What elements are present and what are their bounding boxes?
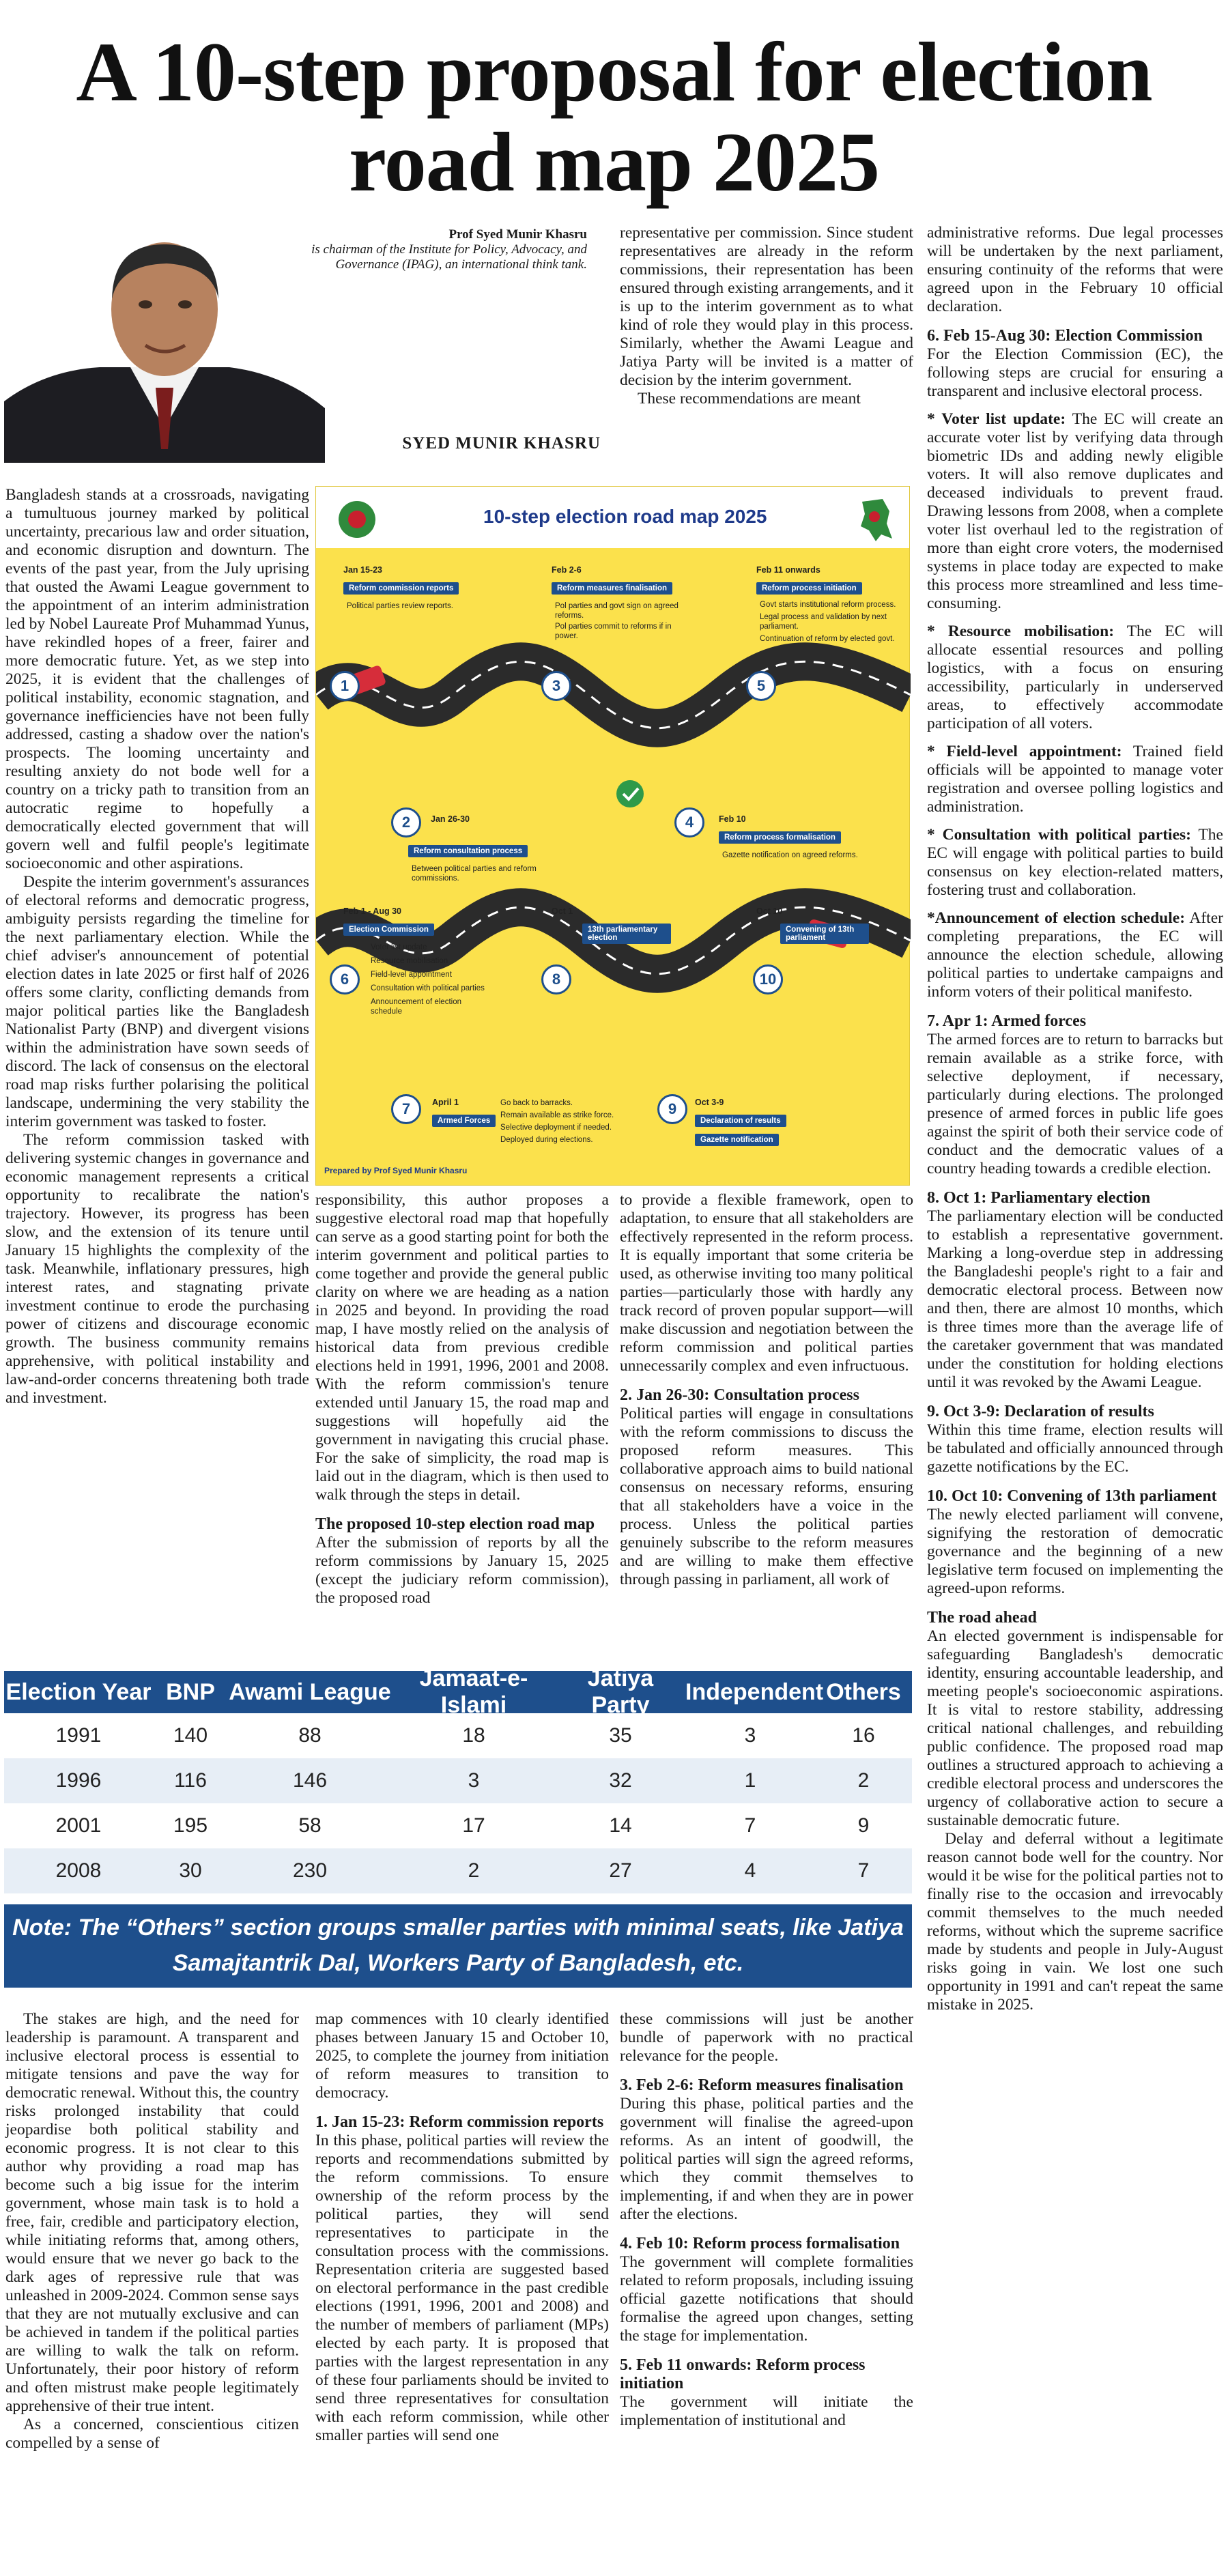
step-3-item: Pol parties and govt sign on agreed reforms. <box>555 602 679 620</box>
paragraph: For the Election Commission (EC), the following steps are crucial for ensuring a transparent and inclusive electoral process. <box>927 345 1223 400</box>
step-2-heading: Reform consultation process <box>408 845 528 857</box>
paragraph: The government will initiate the implementation of institutional and <box>620 2393 913 2429</box>
step-9-item: Gazette notification <box>695 1134 779 1146</box>
table-header: Independent <box>685 1678 824 1705</box>
paragraph: The government will complete formalities related to reform proposals, including issuing official gazette notifications that should formalise the agreed upon changes, setting the stage for implementation. <box>620 2253 913 2345</box>
ec-item-key: * Voter list update: <box>927 410 1066 428</box>
ec-item-text: The EC will engage with political parties to build consensus on key election-related matters, fostering trust and collaboration. <box>927 826 1223 899</box>
paragraph: The armed forces are to return to barracks but remain available as a strike force, with selective deployment, if necessary, particularly during elections. The prolonged presence of armed forces in public life goes against the spirit of both their service code of conduct and the democratic values of a country heading towards a credible election. <box>927 1031 1223 1177</box>
table-cell: 7 <box>857 1859 870 1882</box>
paragraph: The parliamentary election will be conducted to establish a representative government. Marking a long-overdue step in addressing the Bangladeshi people's right to a fair and democratic electoral process. Between now and then, there are almost 10 months, which is three times more than the average life of the caretaker government that was mandated under the constitution for holding elections until it was revoked by the Awami League. <box>927 1207 1223 1391</box>
step-6-item: Resource mobilisation <box>371 957 448 965</box>
step-4-item: Gazette notification on agreed reforms. <box>722 851 858 859</box>
table-cell: 88 <box>298 1724 322 1747</box>
table-header: Election Year <box>5 1678 152 1705</box>
step-5-item: Legal process and validation by next parliament. <box>760 613 887 631</box>
table-cell: 140 <box>173 1724 208 1747</box>
column-3-mid <box>620 1191 913 1589</box>
table-cell: 58 <box>298 1814 322 1837</box>
step-10-heading: Convening of 13th parliament <box>780 924 869 944</box>
step-8-date: Oct 1 <box>552 906 573 916</box>
table-cell: 1991 <box>55 1724 102 1747</box>
step-9-number: 9 <box>657 1094 687 1124</box>
paragraph: Bangladesh stands at a crossroads, navigating a tumultuous journey marked by political uncertainty, precarious law and order situation, and economic disruption and downturn. The events of the past year, from the July uprising that ousted the Awami League government to the appointment of an interim administration led by Nobel Laureate Prof Muhammad Yunus, have rekindled hopes of a freer, fairer and more democratic future. Yet, as we step into 2025, it is evident that the challenges of political instability, economic stagnation, and governance inefficiencies have not been fully addressed, casting a shadow over the nation's prospects. The looming uncertainty and resulting anxiety do not bode well for a country on a tricky path to transition from an autocratic regime to hopefully a democratically elected government that will govern well and fulfil people's legitimate socioeconomic and other aspirations. <box>5 486 309 872</box>
step-9-heading: Declaration of results <box>695 1115 786 1127</box>
paragraph: These recommendations are meant <box>638 390 861 407</box>
paragraph: During this phase, political parties and the government will finalise the agreed-upon reforms. As an intent of goodwill, the political parties will sign the agreed reforms, which they commit themselves to implementing, if and when they are in power after the elections. <box>620 2095 913 2223</box>
bottom-column-1 <box>5 2010 299 2452</box>
step-7-number: 7 <box>391 1094 421 1124</box>
step-10-date: Oct 10 <box>756 906 783 916</box>
paragraph: As a concerned, conscientious citizen compelled by a sense of <box>5 2416 299 2452</box>
ec-item-text: The EC will create an accurate voter list by verifying data through biometric IDs and adding newly eligible voters. It will also remove duplicates and deceased individuals to prevent fraud. Drawing lessons from 2008, when a complete voter list overhaul led to the registration of more than eight crore voters, the modernised systems in place today are expected to make this process more streamlined and less time-consuming. <box>927 410 1223 612</box>
paragraph: administrative reforms. Due legal processes will be undertaken by the next parliament, ensuring continuity of the reforms that were agreed upon in the February 10 official declaration. <box>927 224 1223 315</box>
step-5-heading: Reform process initiation <box>756 582 862 595</box>
step-6-heading: Election Commission <box>343 924 434 936</box>
table-cell: 2 <box>468 1859 480 1882</box>
paragraph: Political parties will engage in consultations with the reform commissions to discuss the proposed reform measures. This collaborative approach aims to build national consensus on necessary reforms, ensuring that all stakeholders have a voice in the process. Unless the political parties genuinely subscribe to the reform measures and are willing to make them effective through passing in parliament, all work of <box>620 1405 913 1588</box>
table-row <box>4 1713 912 1758</box>
author-bio: is chairman of the Institute for Policy, Advocacy, and Governance (IPAG), an international think tank. <box>311 242 587 272</box>
ec-item-text: Trained field officials will be appointed to manage voter registration and oversee polling logistics and administration. <box>927 743 1224 816</box>
paragraph: An elected government is indispensable for safeguarding Bangladesh's democratic identity, ensuring accountable leadership, and meeting people's socioeconomic aspirations. It is vital to restore stability, addressing critical national challenges, and rebuilding public confidence. The proposed road map outlines a structured approach to achieving a credible electoral process and underscores the urgency of collaborative action to secure a sustainable democratic future. <box>927 1627 1223 1829</box>
bottom-column-3 <box>620 2010 913 2430</box>
table-row <box>4 1803 912 1848</box>
bangladesh-map-icon <box>855 496 896 544</box>
ec-item-text: The EC will allocate essential resources and polling logistics, with a focus on ensuring accessibility, particularly in underserved areas, to effectively accommodate participation of all voters. <box>927 622 1223 732</box>
table-cell: 9 <box>857 1814 870 1837</box>
paragraph: In this phase, political parties will review the reports and recommendations submitted by the reform commissions. To ensure ownership of the reform process by the political parties, they will send representatives to participate in the consultation process with the commissions. Representation criteria are suggested based on electoral performance in the past credible elections (1991, 1996, 2001 and 2008) and the number of members of parliament (MPs) elected by each party. It is proposed that parties with the largest representation in any of these four parliaments should be invited to send three representatives for consultation with each reform commission, while other smaller parties will send one <box>315 2132 609 2444</box>
subhead: 4. Feb 10: Reform process formalisation <box>620 2235 900 2252</box>
paragraph: Delay and deferral without a legitimate reason cannot bode well for the country. Nor would it be wise for the political parties not to finally rise to the occasion and irrevocably commit themselves to the much needed reforms, without which the supreme sacrifice made by students and people in July-August risks going in vain. We lost one such opportunity in 1991 and can't repeat the same mistake in 2025. <box>927 1830 1224 2014</box>
ec-item-key: * Consultation with political parties: <box>927 826 1191 844</box>
subhead: 3. Feb 2-6: Reform measures finalisation <box>620 2076 904 2094</box>
step-7-heading: Armed Forces <box>432 1115 496 1127</box>
step-3-date: Feb 2-6 <box>552 565 582 575</box>
table-cell: 3 <box>744 1724 756 1747</box>
road-graphic <box>316 548 911 1186</box>
step-1-heading: Reform commission reports <box>343 582 459 595</box>
subhead: 2. Jan 26-30: Consultation process <box>620 1386 859 1404</box>
subhead: 8. Oct 1: Parliamentary election <box>927 1189 1151 1207</box>
step-5-item: Govt starts institutional reform process. <box>760 601 896 609</box>
table-header: Others <box>826 1678 901 1705</box>
column-2-mid <box>315 1191 609 1607</box>
step-8-number: 8 <box>541 964 571 994</box>
election-commission-emblem-icon <box>337 499 377 540</box>
table-cell: 32 <box>609 1769 632 1792</box>
column-2-top <box>620 224 913 408</box>
step-5-number: 5 <box>746 671 776 701</box>
author-name: Prof Syed Munir Khasru <box>448 227 587 242</box>
subhead: 7. Apr 1: Armed forces <box>927 1012 1087 1030</box>
step-2-date: Jan 26-30 <box>431 814 470 824</box>
step-2-number: 2 <box>391 807 421 838</box>
table-cell: 2008 <box>55 1859 102 1882</box>
step-10-number: 10 <box>753 964 783 994</box>
table-cell: 35 <box>609 1724 632 1747</box>
step-7-item: Go back to barracks. <box>500 1099 573 1107</box>
ec-item <box>927 622 1223 733</box>
paragraph: to provide a flexible framework, open to adaptation, to ensure that all stakeholders are effectively represented in the reform process. It is equally important that some criteria be used, as otherwise inviting too many political parties—particularly those with hardly any track record of proven popular support—will make discussion and negotiation between the reform commission and political parties unnecessarily complex and even infructuous. <box>620 1191 913 1375</box>
step-7-item: Selective deployment if needed. <box>500 1124 612 1132</box>
step-4-date: Feb 10 <box>719 814 746 824</box>
table-cell: 27 <box>609 1859 632 1882</box>
subhead: 9. Oct 3-9: Declaration of results <box>927 1403 1154 1420</box>
step-9-date: Oct 3-9 <box>695 1098 724 1107</box>
table-cell: 17 <box>462 1814 485 1837</box>
step-3-item: Pol parties commit to reforms if in power. <box>555 622 672 640</box>
paragraph: Within this time frame, election results will be tabulated and officially announced through gazette notifications by the EC. <box>927 1421 1223 1476</box>
infographic-header <box>316 487 909 548</box>
bottom-column-2 <box>315 2010 609 2445</box>
paragraph: Despite the interim government's assurances of electoral reforms and democratic progress, ambiguity persists regarding the timeline for the next parliamentary election. While the chief adviser's announcement of potential election dates in late 2025 or first half of 2026 offers some clarity, conflicting demands from major political parties like the Bangladesh Nationalist Party (BNP) and divergent visions within the administration have sown seeds of discord. The lack of consensus on the electoral road map risks further polarising the political landscape, undermining the very stability the interim government was tasked to foster. <box>5 873 309 1130</box>
headline-line-1: A 10-step proposal for election <box>76 25 1152 119</box>
column-4 <box>927 224 1223 2014</box>
step-1-item: Political parties review reports. <box>347 602 453 610</box>
step-6-item: Announcement of election schedule <box>371 998 461 1016</box>
table-header: Jamaat-e-Islami <box>419 1665 528 1718</box>
step-6-item: Field-level appointment <box>371 971 452 979</box>
road-map-infographic <box>315 486 910 1186</box>
subhead: The proposed 10-step election road map <box>315 1515 595 1533</box>
table-cell: 2001 <box>55 1814 102 1837</box>
table-cell: 14 <box>609 1814 632 1837</box>
step-1-number: 1 <box>330 671 360 701</box>
ec-item-key: * Resource mobilisation: <box>927 622 1115 640</box>
paragraph: representative per commission. Since student representatives are already in the reform commissions, their representation has been ensured through existing arrangements, and it is up to the interim government as to what kind of role they would play in this process. Similarly, whether the Awami League and Jatiya Party will be invited is a matter of decision by the interim government. <box>620 224 913 389</box>
table-cell: 18 <box>462 1724 485 1747</box>
paragraph: these commissions will just be another bundle of paperwork with no practical relevance for the people. <box>620 2010 913 2065</box>
step-4-heading: Reform process formalisation <box>719 831 841 844</box>
byline: SYED MUNIR KHASRU <box>402 434 601 453</box>
ec-item <box>927 826 1223 900</box>
step-1-date: Jan 15-23 <box>343 565 382 575</box>
table-cell: 195 <box>173 1814 208 1837</box>
paragraph: responsibility, this author proposes a suggestive electoral road map that hopefully can serve as a good starting point for both the interim government and political parties to come together and provide the general public clarity on where we are heading as a nation in 2025 and beyond. In providing the road map, I have mostly relied on the analysis of historical data from previous credible elections held in 1991, 1996, 2001 and 2008. With the reform commission's tenure extended until January 15, the road map and suggestions will hopefully aid the government in navigating this crucial phase. For the sake of simplicity, the road map is laid out in the diagram, which is then used to walk through the steps in detail. <box>315 1191 609 1504</box>
table-note: Note: The “Others” section groups smaller parties with minimal seats, like Jatiya Samajtantrik Dal, Workers Party of Bangladesh, etc. <box>4 1904 912 1988</box>
subhead: 1. Jan 15-23: Reform commission reports <box>315 2113 604 2131</box>
table-header-row <box>4 1665 912 1718</box>
table-header: Awami League <box>229 1678 391 1705</box>
step-3-number: 3 <box>541 671 571 701</box>
author-credit <box>273 227 587 272</box>
table-cell: 4 <box>744 1859 756 1882</box>
column-1-top <box>5 486 309 1407</box>
table-cell: 30 <box>179 1859 202 1882</box>
step-7-date: April 1 <box>432 1098 459 1107</box>
ec-item-key: * Field-level appointment: <box>927 743 1122 760</box>
step-6-item: Voter list update <box>371 943 427 951</box>
table-row <box>4 1758 912 1803</box>
ec-item-key: *Announcement of election schedule: <box>927 909 1186 927</box>
paragraph: map commences with 10 clearly identified phases between January 15 and October 10, 2025, to complete the journey from initiation of reform measures to transition to democracy. <box>315 2010 609 2102</box>
paragraph: After the submission of reports by all the reform commissions by January 15, 2025 (except the judiciary reform commission), the proposed road <box>315 1534 609 1607</box>
table-cell: 1996 <box>55 1769 102 1792</box>
table-header: BNP <box>166 1678 215 1705</box>
table-cell: 2 <box>857 1769 870 1792</box>
election-results-table <box>4 1665 912 1893</box>
step-7-item: Deployed during elections. <box>500 1136 593 1144</box>
table-cell: 230 <box>292 1859 328 1882</box>
table-cell: 16 <box>852 1724 875 1747</box>
step-6-date: Feb 1 - Aug 30 <box>343 906 401 916</box>
subhead: 10. Oct 10: Convening of 13th parliament <box>927 1487 1217 1505</box>
step-8-heading: 13th parliamentary election <box>582 924 671 944</box>
ec-item <box>927 909 1223 1001</box>
paragraph: The reform commission tasked with delivering systemic changes in governance and economic management represents a critical opportunity to recalibrate the nation's trajectory. However, its progress has been slow, and the extension of its tenure until January 15 highlights the complexity of the task. Meanwhile, inflationary pressures, high interest rates, and stagnating private investment continue to erode the purchasing power of citizens and discourage economic growth. The business community remains apprehensive, with political instability and law-and-order concerns threatening both trade and investment. <box>5 1131 309 1407</box>
infographic-title: 10-step election road map 2025 <box>483 506 767 527</box>
ec-item <box>927 743 1223 816</box>
table-row <box>4 1848 912 1893</box>
subhead: 6. Feb 15-Aug 30: Election Commission <box>927 327 1203 345</box>
ec-item-text: After completing preparations, the EC will announce the election schedule, allowing political parties to undertake campaigns and inform voters of their political manifesto. <box>927 909 1223 1001</box>
subhead: The road ahead <box>927 1609 1037 1627</box>
table-cell: 7 <box>744 1814 756 1837</box>
table-cell: 146 <box>292 1769 328 1792</box>
table-cell: 1 <box>744 1769 756 1792</box>
step-2-item: Between political parties and reform commissions. <box>412 865 537 883</box>
ec-item <box>927 410 1223 613</box>
step-5-date: Feb 11 onwards <box>756 565 820 575</box>
step-6-item: Consultation with political parties <box>371 984 485 992</box>
paragraph: The newly elected parliament will convene, signifying the restoration of democratic governance and the beginning of a new legislative term focused on implementing the agreed-upon reforms. <box>927 1506 1223 1597</box>
table-header: Jatiya Party <box>587 1665 654 1718</box>
step-7-item: Remain available as strike force. <box>500 1111 614 1119</box>
paragraph: The stakes are high, and the need for leadership is paramount. A transparent and inclusive electoral process is essential to mitigate tensions and pave the way for democratic renewal. Without this, the country risks prolonged instability that could jeopardise both political stability and economic progress. It is not clear to this author why providing a road map has become such a big issue for the interim government, whose main task is to hold a free, fair, credible and participatory election, while initiating reforms that, among others, would ensure that we never go back to the dark ages of repressive rule that was unleashed in 2009-2024. Common sense says that they are not mutually exclusive and can be achieved in tandem if the political parties are willing to walk the talk on reform. Unfortunately, their poor history of reform and often mistrust make people legitimately apprehensive of their true intent. <box>5 2010 299 2415</box>
infographic-credit: Prepared by Prof Syed Munir Khasru <box>324 1166 468 1175</box>
step-3-heading: Reform measures finalisation <box>552 582 672 595</box>
subhead: 5. Feb 11 onwards: Reform process initiation <box>620 2356 866 2392</box>
table-cell: 116 <box>174 1769 207 1792</box>
step-5-item: Continuation of reform by elected govt. <box>760 635 895 643</box>
step-6-number: 6 <box>330 964 360 994</box>
step-4-number: 4 <box>674 807 704 838</box>
headline-line-2: road map 2025 <box>348 115 879 209</box>
table-cell: 3 <box>468 1769 480 1792</box>
